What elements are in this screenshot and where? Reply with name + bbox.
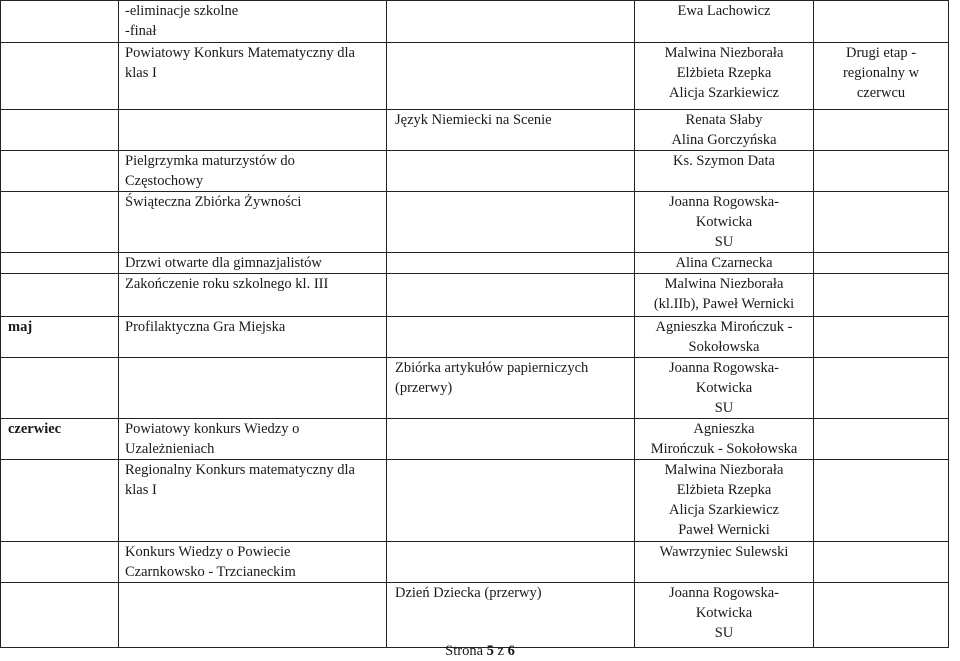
responsible-line: Malwina Niezborała — [664, 45, 784, 61]
extra-line: Dzień Dziecka (przerwy) — [395, 585, 542, 601]
responsible-cell — [635, 43, 814, 110]
table-row — [1, 358, 949, 419]
month-label: czerwiec — [8, 421, 62, 437]
event-cell — [119, 274, 387, 317]
extra-activity-cell — [387, 583, 635, 648]
responsible-line: Joanna Rogowska- — [669, 194, 779, 210]
event-cell — [119, 542, 387, 583]
extra-activity-cell — [387, 419, 635, 460]
note-line: regionalny w — [842, 65, 920, 81]
month-cell — [1, 253, 119, 274]
event-line: klas I — [125, 482, 157, 498]
event-line: Powiatowy Konkurs Matematyczny dla — [125, 45, 355, 61]
note-cell — [814, 542, 949, 583]
responsible-line: SU — [714, 234, 734, 250]
event-cell — [119, 151, 387, 192]
responsible-cell — [635, 358, 814, 419]
extra-line: Zbiórka artykułów papierniczych — [395, 360, 589, 376]
extra-activity-cell — [387, 43, 635, 110]
extra-activity-cell — [387, 358, 635, 419]
event-line: -eliminacje szkolne — [125, 3, 239, 19]
table-row — [1, 1, 949, 43]
responsible-cell — [635, 583, 814, 648]
note-cell — [814, 151, 949, 192]
responsible-line: Ks. Szymon Data — [673, 153, 775, 169]
event-line: Zakończenie roku szkolnego kl. III — [125, 276, 329, 292]
month-cell — [1, 151, 119, 192]
month-cell — [1, 43, 119, 110]
responsible-line: SU — [714, 400, 734, 416]
table-row — [1, 419, 949, 460]
event-cell — [119, 110, 387, 151]
event-cell — [119, 1, 387, 43]
footer-prefix: Strona — [445, 643, 484, 659]
event-cell — [119, 253, 387, 274]
extra-activity-cell — [387, 1, 635, 43]
note-cell — [814, 460, 949, 542]
month-cell — [1, 358, 119, 419]
month-cell — [1, 192, 119, 253]
footer-middle: z — [497, 643, 504, 659]
extra-activity-cell — [387, 253, 635, 274]
responsible-cell — [635, 1, 814, 43]
page-footer — [0, 641, 960, 661]
event-line: Profilaktyczna Gra Miejska — [125, 319, 286, 335]
event-cell — [119, 192, 387, 253]
table-row — [1, 43, 949, 110]
responsible-line: Elżbieta Rzepka — [676, 482, 772, 498]
responsible-line: Kotwicka — [695, 380, 753, 396]
note-cell — [814, 358, 949, 419]
responsible-line: Elżbieta Rzepka — [676, 65, 772, 81]
responsible-cell — [635, 460, 814, 542]
table-row — [1, 542, 949, 583]
responsible-line: Kotwicka — [695, 214, 753, 230]
responsible-line: Ewa Lachowicz — [677, 3, 771, 19]
responsible-cell — [635, 253, 814, 274]
extra-activity-cell — [387, 192, 635, 253]
responsible-line: Alina Gorczyńska — [671, 132, 777, 148]
responsible-line: Alicja Szarkiewicz — [669, 502, 779, 518]
note-cell — [814, 110, 949, 151]
extra-activity-cell — [387, 151, 635, 192]
event-cell — [119, 358, 387, 419]
event-cell — [119, 43, 387, 110]
event-line: Regionalny Konkurs matematyczny dla — [125, 462, 355, 478]
month-cell — [1, 583, 119, 648]
event-line: Drzwi otwarte dla gimnazjalistów — [125, 255, 322, 271]
note-cell — [814, 583, 949, 648]
responsible-line: Malwina Niezborała — [664, 276, 784, 292]
month-cell — [1, 317, 119, 358]
extra-activity-cell — [387, 542, 635, 583]
responsible-cell — [635, 317, 814, 358]
responsible-line: Alicja Szarkiewicz — [669, 85, 779, 101]
table-row — [1, 460, 949, 542]
responsible-line: Kotwicka — [695, 605, 753, 621]
responsible-line: Joanna Rogowska- — [669, 360, 779, 376]
responsible-cell — [635, 419, 814, 460]
responsible-line: Agnieszka Mirończuk - — [655, 319, 793, 335]
responsible-line: Wawrzyniec Sulewski — [659, 544, 789, 560]
table-row — [1, 151, 949, 192]
event-line: Świąteczna Zbiórka Żywności — [125, 194, 302, 210]
footer-total-pages: 6 — [507, 643, 515, 659]
table-row — [1, 110, 949, 151]
responsible-line: Joanna Rogowska- — [669, 585, 779, 601]
event-line: klas I — [125, 65, 157, 81]
responsible-line: Paweł Wernicki — [678, 522, 770, 538]
note-cell — [814, 317, 949, 358]
extra-line: (przerwy) — [395, 380, 453, 396]
note-cell — [814, 43, 949, 110]
event-line: Czarnkowsko - Trzcianeckim — [125, 564, 296, 580]
month-cell — [1, 419, 119, 460]
event-cell — [119, 317, 387, 358]
responsible-cell — [635, 274, 814, 317]
month-cell — [1, 460, 119, 542]
footer-page-number: 5 — [486, 643, 494, 659]
responsible-cell — [635, 192, 814, 253]
responsible-line: SU — [714, 625, 734, 641]
note-cell — [814, 274, 949, 317]
table-row — [1, 253, 949, 274]
event-line: -finał — [125, 23, 157, 39]
table-row — [1, 192, 949, 253]
extra-line: Język Niemiecki na Scenie — [395, 112, 552, 128]
note-line: czerwcu — [856, 85, 906, 101]
responsible-cell — [635, 542, 814, 583]
month-cell — [1, 274, 119, 317]
table-row — [1, 583, 949, 648]
month-cell — [1, 1, 119, 43]
table-row — [1, 317, 949, 358]
responsible-cell — [635, 110, 814, 151]
responsible-line: Sokołowska — [688, 339, 760, 355]
event-cell — [119, 583, 387, 648]
event-cell — [119, 460, 387, 542]
responsible-line: Alina Czarnecka — [675, 255, 773, 271]
event-line: Konkurs Wiedzy o Powiecie — [125, 544, 291, 560]
note-cell — [814, 253, 949, 274]
responsible-line: Renata Słaby — [685, 112, 763, 128]
responsible-cell — [635, 151, 814, 192]
extra-activity-cell — [387, 317, 635, 358]
month-cell — [1, 110, 119, 151]
responsible-line: (kl.IIb), Paweł Wernicki — [653, 296, 795, 312]
extra-activity-cell — [387, 274, 635, 317]
table-row — [1, 274, 949, 317]
responsible-line: Agnieszka — [693, 421, 755, 437]
event-line: Pielgrzymka maturzystów do — [125, 153, 295, 169]
responsible-line: Malwina Niezborała — [664, 462, 784, 478]
extra-activity-cell — [387, 460, 635, 542]
extra-activity-cell — [387, 110, 635, 151]
event-line: Uzależnieniach — [125, 441, 215, 457]
note-cell — [814, 192, 949, 253]
event-line: Powiatowy konkurs Wiedzy o — [125, 421, 300, 437]
month-cell — [1, 542, 119, 583]
month-label: maj — [8, 319, 33, 335]
note-cell — [814, 1, 949, 43]
responsible-line: Mirończuk - Sokołowska — [650, 441, 798, 457]
event-cell — [119, 419, 387, 460]
event-line: Częstochowy — [125, 173, 204, 189]
note-cell — [814, 419, 949, 460]
note-line: Drugi etap - — [845, 45, 917, 61]
